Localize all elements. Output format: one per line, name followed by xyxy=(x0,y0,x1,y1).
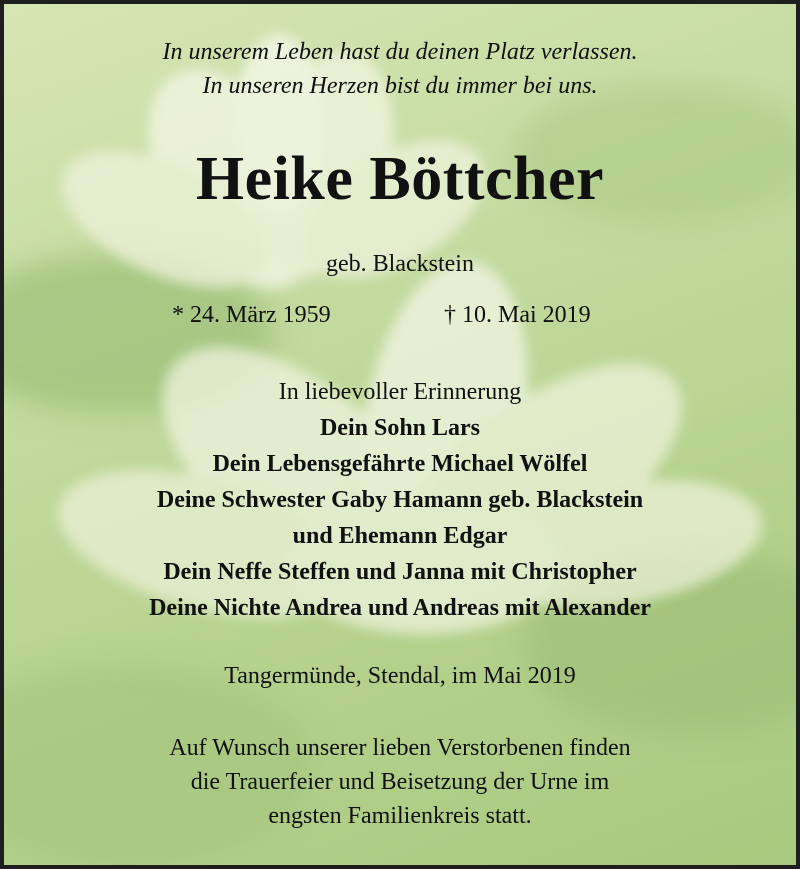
remembrance-intro: In liebevoller Erinnerung xyxy=(278,379,522,405)
funeral-note-line-3: engsten Familienkreis statt. xyxy=(268,803,532,829)
mourner-line: Dein Lebensgefährte Michael Wölfel xyxy=(212,451,588,477)
birth-date: * 24. März 1959 xyxy=(172,302,331,328)
funeral-note-line-2: die Trauerfeier und Beisetzung der Urne im xyxy=(190,769,610,795)
mourner-line: Dein Sohn Lars xyxy=(319,415,481,441)
maiden-name: geb. Blackstein xyxy=(326,251,474,277)
mourner-line: Dein Neffe Steffen und Janna mit Christopher xyxy=(163,559,637,585)
life-dates xyxy=(4,302,796,336)
mourner-line: Deine Schwester Gaby Hamann geb. Blackstein xyxy=(156,487,644,513)
motto-line-1: In unserem Leben hast du deinen Platz verlassen. xyxy=(162,39,638,65)
place-and-date: Tangermünde, Stendal, im Mai 2019 xyxy=(224,663,576,689)
mourner-line: Deine Nichte Andrea und Andreas mit Alexander xyxy=(149,595,651,621)
deceased-name: Heike Böttcher xyxy=(195,145,605,213)
mourner-line: und Ehemann Edgar xyxy=(292,523,508,549)
obituary-card xyxy=(4,4,796,865)
motto-line-2: In unseren Herzen bist du immer bei uns. xyxy=(202,73,598,99)
funeral-note-line-1: Auf Wunsch unserer lieben Verstorbenen finden xyxy=(169,735,631,761)
death-date: † 10. Mai 2019 xyxy=(444,302,591,328)
